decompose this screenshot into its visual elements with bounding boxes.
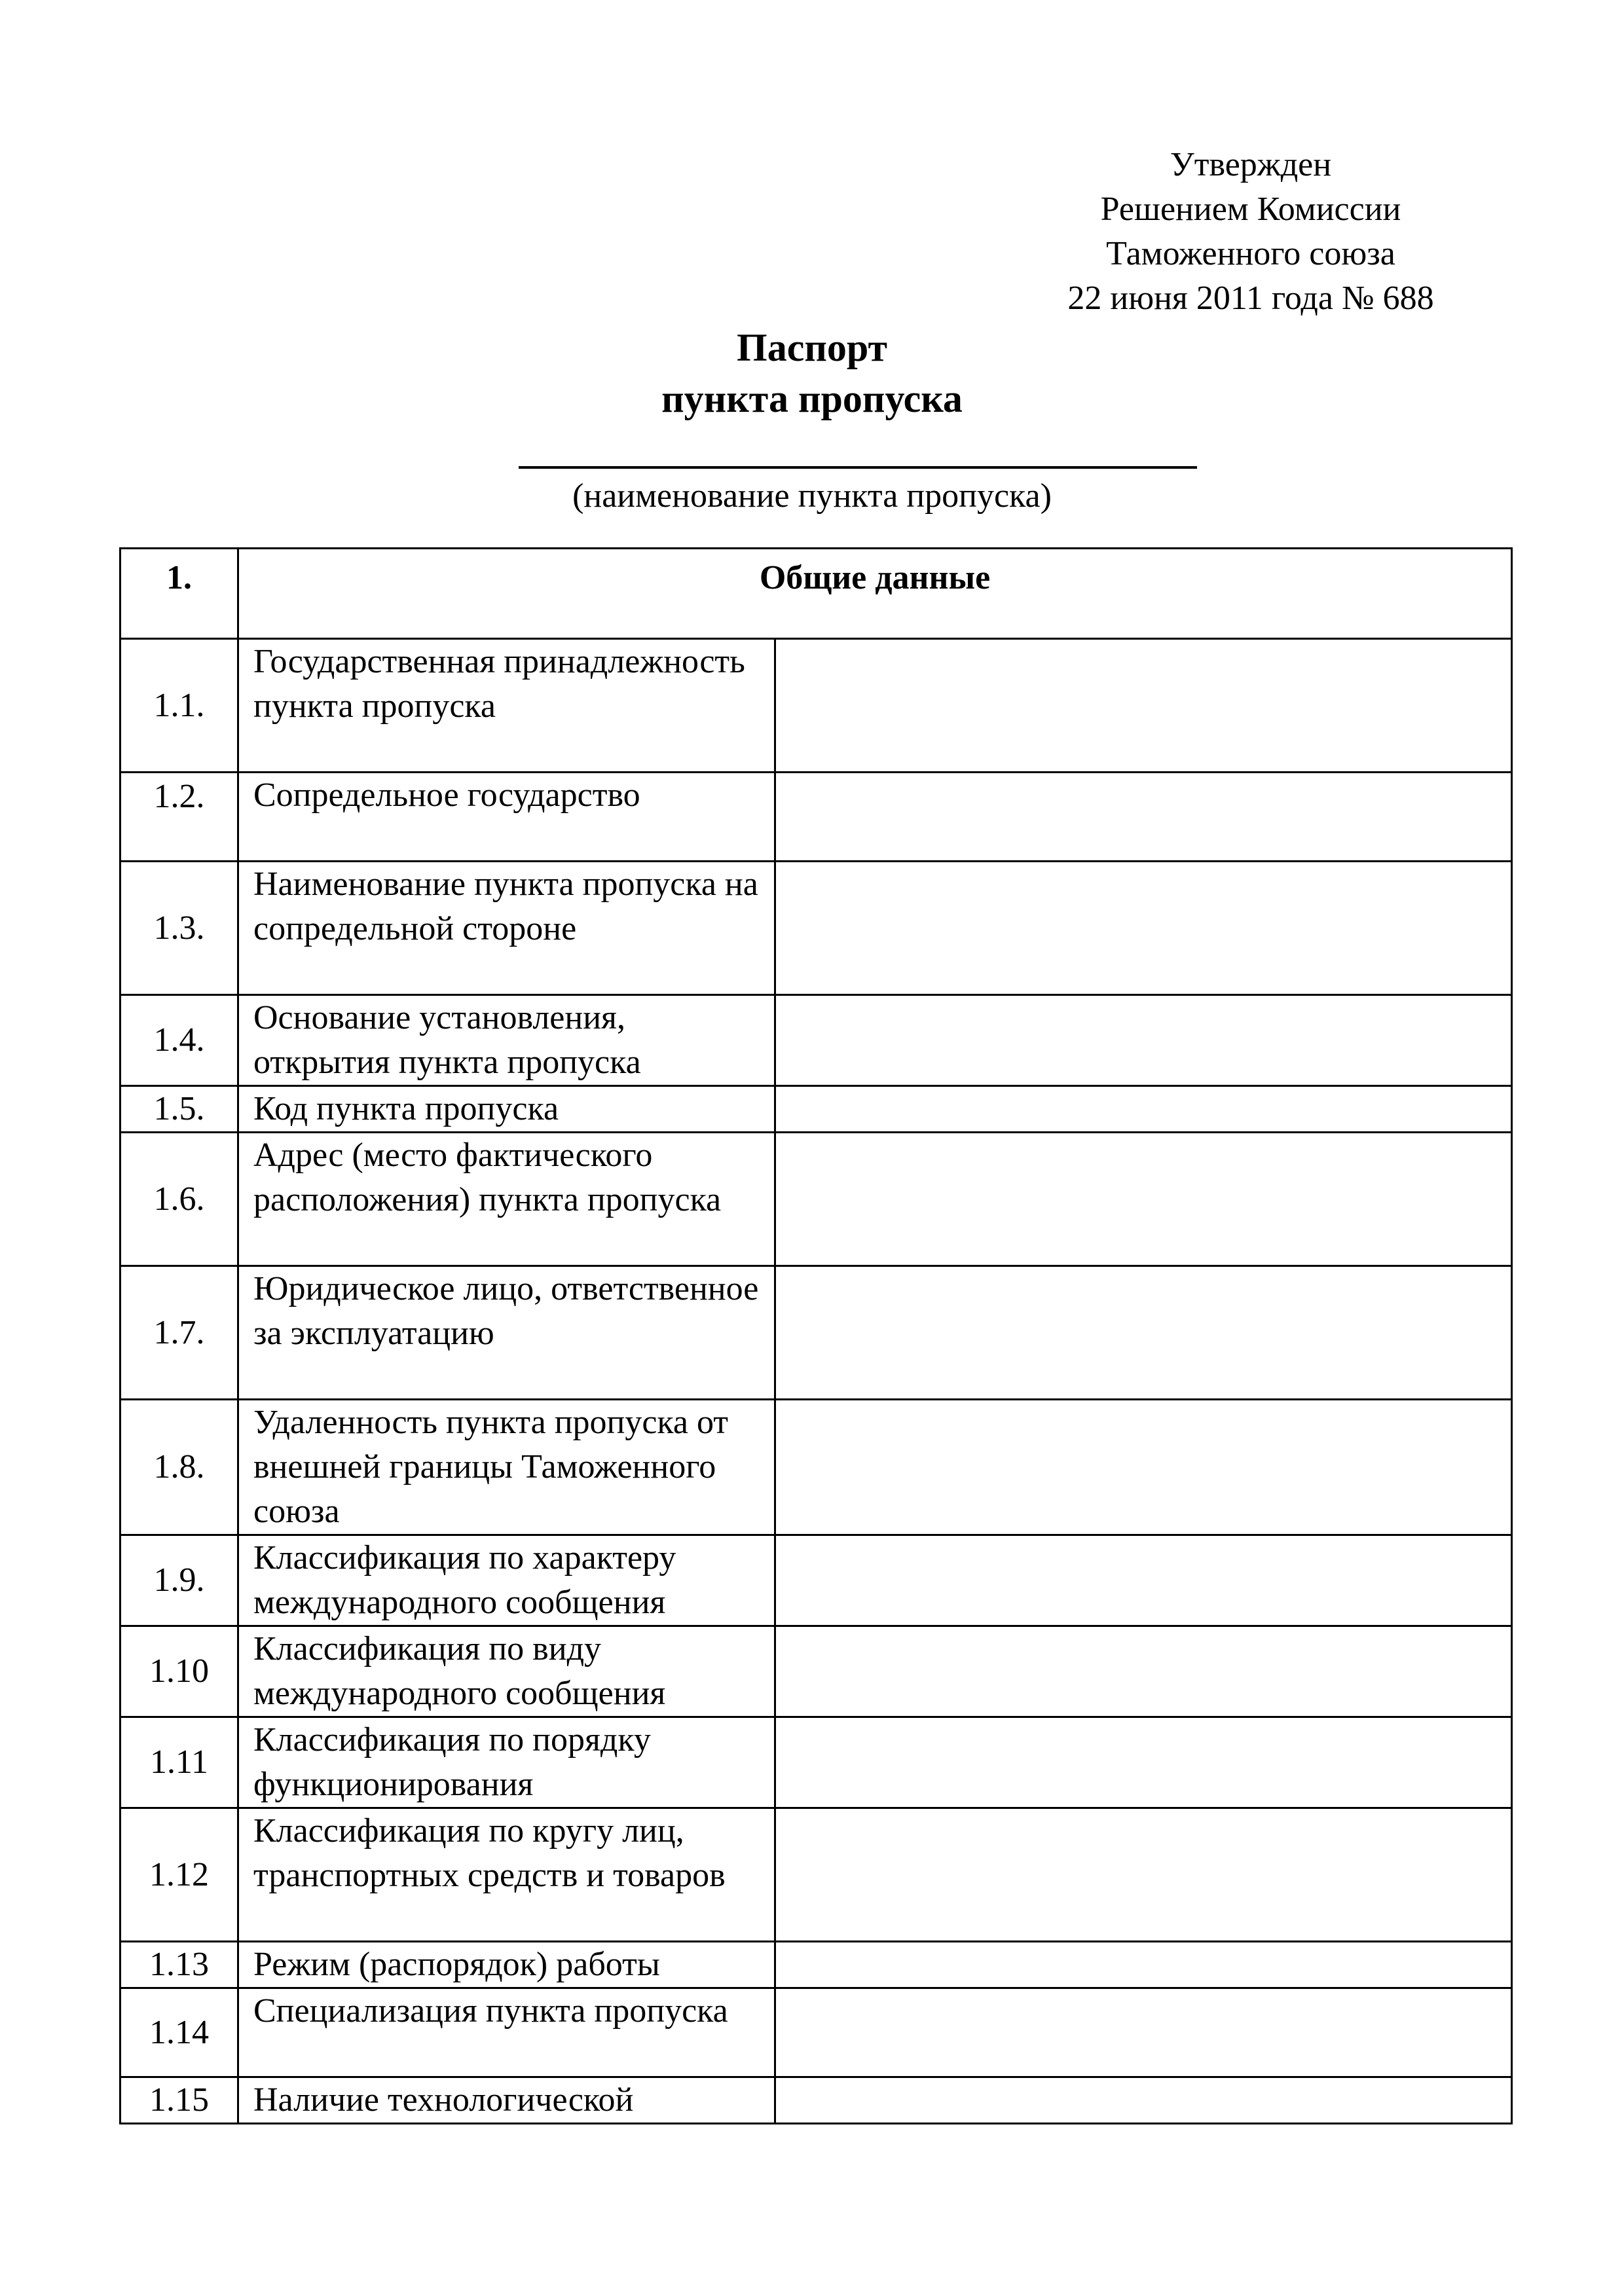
approval-date-line: 22 июня 2011 года № 688 (1067, 280, 1434, 317)
table-row (120, 1808, 1512, 1942)
section-header-row (120, 549, 1512, 639)
row-value-cell[interactable] (775, 1808, 1512, 1942)
table-row (120, 773, 1512, 862)
name-blank-line (519, 466, 1197, 469)
approval-block (1002, 143, 1500, 321)
row-number: 1.15 (120, 2077, 238, 2124)
table-row (120, 862, 1512, 995)
row-label: Основание установления, открытия пункта пропуска (238, 995, 775, 1086)
row-value-cell[interactable] (775, 1266, 1512, 1400)
row-label: Адрес (место фактического расположения) пункта пропуска (238, 1133, 775, 1266)
passport-table (119, 547, 1513, 2124)
row-number: 1.1. (120, 639, 238, 773)
row-label: Классификация по кругу лиц, транспортных средств и товаров (238, 1808, 775, 1942)
row-number: 1.11 (120, 1717, 238, 1808)
table-row (120, 2077, 1512, 2124)
row-number: 1.10 (120, 1626, 238, 1717)
title-line: Паспорт (737, 326, 887, 369)
row-value-cell[interactable] (775, 1942, 1512, 1988)
row-label: Режим (распорядок) работы (238, 1942, 775, 1988)
row-label: Удаленность пункта пропуска от внешней границы Таможенного союза (238, 1400, 775, 1535)
table-row (120, 639, 1512, 773)
row-label: Юридическое лицо, ответственное за эксплуатацию (238, 1266, 775, 1400)
approval-line: Таможенного союза (1106, 235, 1395, 272)
row-value-cell[interactable] (775, 1400, 1512, 1535)
row-label: Классификация по характеру международного сообщения (238, 1535, 775, 1626)
row-number: 1.14 (120, 1988, 238, 2077)
row-label: Классификация по порядку функционирования (238, 1717, 775, 1808)
table-row (120, 1535, 1512, 1626)
table-row (120, 1086, 1512, 1133)
row-label: Специализация пункта пропуска (238, 1988, 775, 2077)
section-title: Общие данные (238, 549, 1512, 639)
row-number: 1.5. (120, 1086, 238, 1133)
table-row (120, 1942, 1512, 1988)
row-value-cell[interactable] (775, 1086, 1512, 1133)
row-value-cell[interactable] (775, 773, 1512, 862)
row-value-cell[interactable] (775, 1535, 1512, 1626)
table-row (120, 1266, 1512, 1400)
row-value-cell[interactable] (775, 1988, 1512, 2077)
approval-line: Решением Комиссии (1100, 191, 1401, 228)
row-value-cell[interactable] (775, 2077, 1512, 2124)
row-value-cell[interactable] (775, 1626, 1512, 1717)
section-number: 1. (120, 549, 238, 639)
row-value-cell[interactable] (775, 639, 1512, 773)
name-caption: (наименование пункта пропуска) (572, 477, 1052, 515)
row-label: Код пункта пропуска (238, 1086, 775, 1133)
approval-line: Утвержден (1170, 146, 1332, 183)
row-number: 1.13 (120, 1942, 238, 1988)
row-label: Сопредельное государство (238, 773, 775, 862)
table-row (120, 1988, 1512, 2077)
table-row (120, 1626, 1512, 1717)
table-row (120, 1717, 1512, 1808)
row-label: Наименование пункта пропуска на сопредельной стороне (238, 862, 775, 995)
row-label: Классификация по виду международного сообщения (238, 1626, 775, 1717)
table-row (120, 1133, 1512, 1266)
row-number: 1.4. (120, 995, 238, 1086)
row-value-cell[interactable] (775, 862, 1512, 995)
row-value-cell[interactable] (775, 1717, 1512, 1808)
table-row (120, 1400, 1512, 1535)
title-line: пункта пропуска (661, 377, 963, 420)
row-label: Наличие технологической (238, 2077, 775, 2124)
document-title (0, 322, 1624, 424)
row-value-cell[interactable] (775, 1133, 1512, 1266)
row-number: 1.2. (120, 773, 238, 862)
row-number: 1.12 (120, 1808, 238, 1942)
row-number: 1.7. (120, 1266, 238, 1400)
row-value-cell[interactable] (775, 995, 1512, 1086)
row-number: 1.8. (120, 1400, 238, 1535)
row-number: 1.6. (120, 1133, 238, 1266)
row-label: Государственная принадлежность пункта пропуска (238, 639, 775, 773)
table-row (120, 995, 1512, 1086)
row-number: 1.9. (120, 1535, 238, 1626)
row-number: 1.3. (120, 862, 238, 995)
